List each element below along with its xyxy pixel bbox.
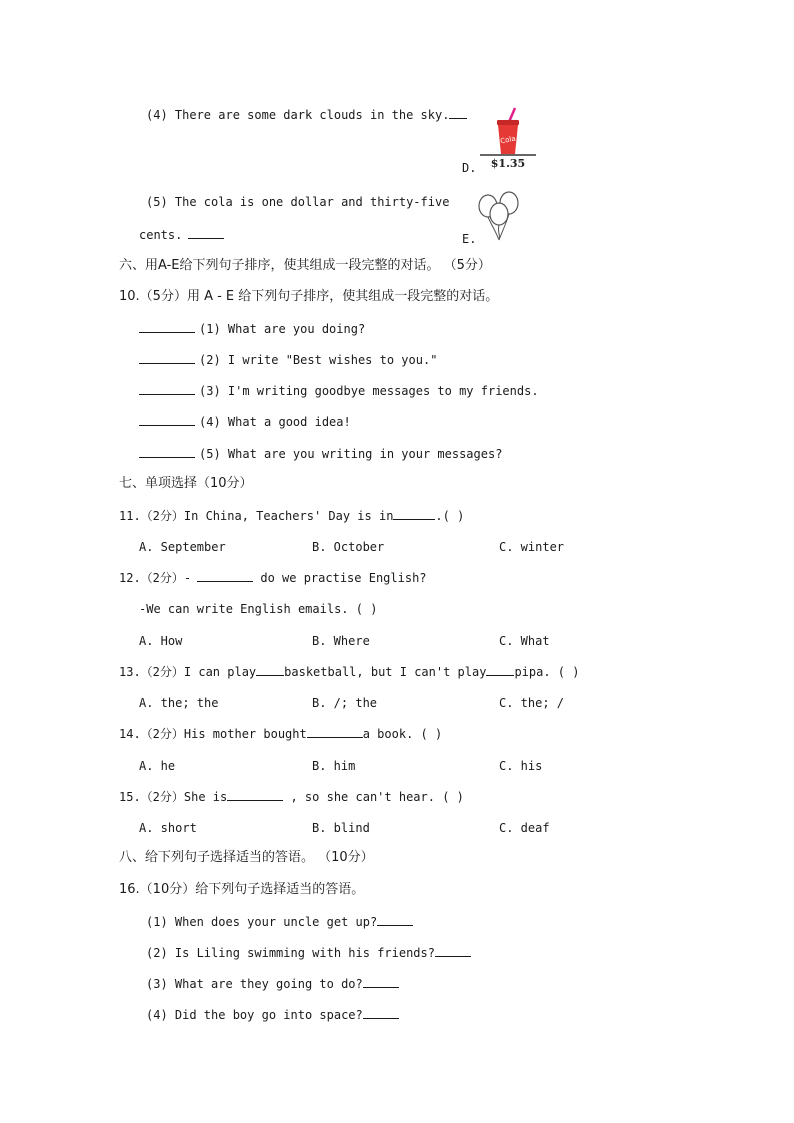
cola-price-label: $1.35	[490, 157, 526, 170]
q15-option-a[interactable]: A. short	[139, 821, 197, 835]
q14-question: 14.（2分）His mother bought a book. ( )	[119, 727, 443, 741]
ordering-item-4: (4) What a good idea!	[139, 414, 351, 430]
answer-blank[interactable]	[363, 976, 399, 988]
answer-blank[interactable]	[197, 570, 253, 582]
matching-q4: (4) There are some dark clouds in the sky.	[146, 107, 467, 123]
cola-cup-image	[478, 106, 538, 170]
cola-logo-text: Cola	[499, 134, 517, 146]
balloons-image	[476, 188, 522, 244]
q16-title: 16.（10分）给下列句子选择适当的答语。	[119, 882, 365, 897]
answer-blank[interactable]	[139, 321, 195, 333]
q14-option-a[interactable]: A. he	[139, 759, 176, 773]
q15-option-b[interactable]: B. blind	[312, 821, 370, 835]
ordering-item-5: (5) What are you writing in your messages?	[139, 446, 502, 462]
section6-heading: 六、用A-E给下列句子排序，使其组成一段完整的对话。 （5分）	[119, 258, 491, 273]
answer-blank[interactable]	[139, 446, 195, 458]
answer-blank[interactable]	[139, 414, 195, 426]
q11-option-c[interactable]: C. winter	[499, 540, 565, 554]
answer-blank[interactable]	[307, 726, 363, 738]
q12-option-a[interactable]: A. How	[139, 634, 183, 648]
answer-blank[interactable]	[139, 383, 195, 395]
q13-option-c[interactable]: C. the; /	[499, 696, 565, 710]
q15-option-c[interactable]: C. deaf	[499, 821, 550, 835]
answer-blank[interactable]	[363, 1007, 399, 1019]
answer-blank[interactable]	[139, 352, 195, 364]
answer-blank[interactable]	[486, 664, 514, 676]
q14-option-c[interactable]: C. his	[499, 759, 543, 773]
answer-blank[interactable]	[256, 664, 284, 676]
answer-blank[interactable]	[393, 508, 435, 520]
q11-option-b[interactable]: B. October	[312, 540, 385, 554]
q12-option-c[interactable]: C. What	[499, 634, 550, 648]
q12-question: 12.（2分）- do we practise English?	[119, 571, 427, 585]
q15-question: 15.（2分）She is , so she can't hear. ( )	[119, 790, 464, 804]
section7-heading: 七、单项选择（10分）	[119, 476, 253, 491]
q13-option-a[interactable]: A. the; the	[139, 696, 219, 710]
straw-icon	[509, 108, 515, 122]
q16-item-1: (1) When does your uncle get up?	[146, 914, 413, 930]
q12-answer-line: -We can write English emails. ( )	[139, 602, 378, 616]
q10-title: 10.（5分）用 A - E 给下列句子排序，使其组成一段完整的对话。	[119, 289, 499, 304]
matching-q5-line1: (5) The cola is one dollar and thirty-five	[146, 195, 450, 209]
ordering-item-1: (1) What are you doing?	[139, 321, 365, 337]
answer-blank[interactable]	[188, 227, 224, 239]
option-d-label: D.	[462, 161, 477, 175]
q13-option-b[interactable]: B. /; the	[312, 696, 378, 710]
ordering-item-3: (3) I'm writing goodbye messages to my friends.	[139, 383, 539, 399]
q16-item-3: (3) What are they going to do?	[146, 976, 399, 992]
answer-blank[interactable]	[377, 914, 413, 926]
matching-q5-line2: cents.	[139, 227, 224, 243]
q12-option-b[interactable]: B. Where	[312, 634, 370, 648]
answer-blank[interactable]	[227, 789, 283, 801]
ordering-item-2: (2) I write "Best wishes to you."	[139, 352, 437, 368]
q11-option-a[interactable]: A. September	[139, 540, 226, 554]
option-e-label: E.	[462, 232, 477, 246]
q11-question: 11.（2分）In China, Teachers' Day is in .( )	[119, 509, 465, 523]
q14-option-b[interactable]: B. him	[312, 759, 356, 773]
q16-item-4: (4) Did the boy go into space?	[146, 1007, 399, 1023]
q13-question: 13.（2分）I can play basketball, but I can't play pipa. ( )	[119, 665, 580, 679]
answer-blank[interactable]	[449, 107, 467, 119]
q16-item-2: (2) Is Liling swimming with his friends?	[146, 945, 471, 961]
section8-heading: 八、给下列句子选择适当的答语。 （10分）	[119, 850, 374, 865]
answer-blank[interactable]	[435, 945, 471, 957]
